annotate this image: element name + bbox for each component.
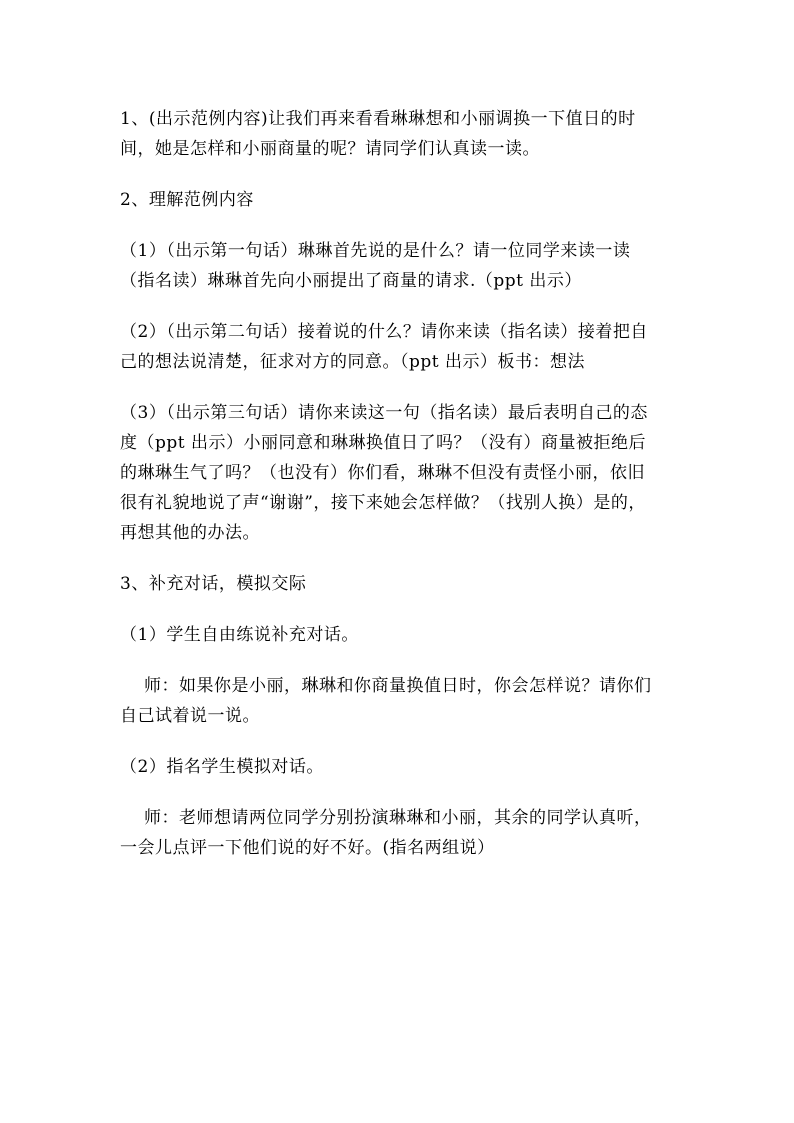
paragraph-step-1 xyxy=(120,104,688,164)
text-line: 一会儿点评一下他们说的好不好。(指名两组说） xyxy=(120,838,495,858)
text-line: （指名读）琳琳首先向小丽提出了商量的请求.（ppt 出示） xyxy=(120,271,582,291)
text-line: 度（ppt 出示）小丽同意和琳琳换值日了吗？（没有）商量被拒绝后 xyxy=(120,433,646,453)
paragraph-item-3 xyxy=(120,398,688,548)
text-line: 1、(出示范例内容)让我们再来看看琳琳想和小丽调换一下值日的时 xyxy=(120,109,636,129)
text-line: 自己试着说一说。 xyxy=(120,706,260,726)
text-line: 师：老师想请两位同学分别扮演琳琳和小丽，其余的同学认真听， xyxy=(144,808,652,828)
text-line: （1）学生自由练说补充对话。 xyxy=(120,625,359,645)
paragraph-step-2-heading xyxy=(120,185,688,215)
text-line: 师：如果你是小丽，琳琳和你商量换值日时，你会怎样说？请你们 xyxy=(144,676,652,696)
paragraph-practice-1 xyxy=(120,620,688,650)
text-line: 己的想法说清楚，征求对方的同意。（ppt 出示）板书：想法 xyxy=(120,352,585,372)
paragraph-item-1 xyxy=(120,236,688,296)
paragraph-teacher-1 xyxy=(120,671,688,731)
text-line: 的琳琳生气了吗？（也没有）你们看，琳琳不但没有责怪小丽，依旧 xyxy=(120,463,645,483)
text-line: 间，她是怎样和小丽商量的呢？请同学们认真读一读。 xyxy=(120,139,540,159)
text-line: （2）指名学生模拟对话。 xyxy=(120,757,324,777)
text-line: （3）（出示第三句话）请你来读这一句（指名读）最后表明自己的态 xyxy=(120,403,648,423)
text-line: （2）（出示第二句话）接着说的什么？请你来读（指名读）接着把自 xyxy=(120,322,648,342)
paragraph-teacher-2 xyxy=(120,803,688,863)
section-heading: 2、理解范例内容 xyxy=(120,190,254,210)
text-line: （1）（出示第一句话）琳琳首先说的是什么？请一位同学来读一读 xyxy=(120,241,631,261)
text-line: 再想其他的办法。 xyxy=(120,523,260,543)
paragraph-item-2 xyxy=(120,317,688,377)
paragraph-step-3-heading xyxy=(120,569,688,599)
section-heading: 3、补充对话，模拟交际 xyxy=(120,574,307,594)
document-body xyxy=(120,104,688,884)
text-line: 很有礼貌地说了声“谢谢”，接下来她会怎样做？（找别人换）是的， xyxy=(120,493,646,513)
paragraph-practice-2 xyxy=(120,752,688,782)
